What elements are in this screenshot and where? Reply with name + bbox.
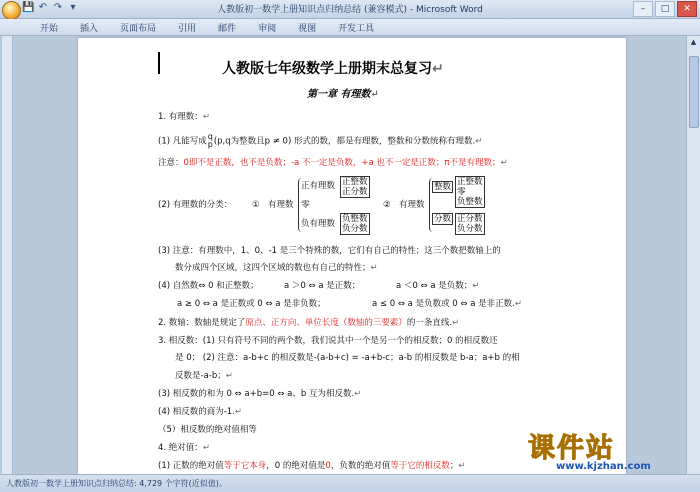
- ribbon: [0, 19, 700, 36]
- title-bar: [0, 0, 700, 19]
- non-negative-rule: a ≥ 0 ⇔ a 是正数或 0 ⇔ a 是非负数；: [177, 299, 326, 309]
- window-title: 人教版初一数学上册知识点归纳总结 (兼容模式) - Microsoft Word: [217, 5, 483, 15]
- ribbon-tabs: [40, 21, 374, 34]
- natural-number-line: (4) 自然数⇔ 0 和正整数；: [158, 281, 259, 291]
- note-line: 注意：0即不是正数，也不是负数；-a 不一定是负数，+a 也不一定是正数；π不是有理数；↵: [158, 158, 508, 168]
- tab-home[interactable]: 开始: [40, 24, 59, 34]
- undo-icon[interactable]: ↶: [38, 2, 48, 13]
- watermark-url: www.kjzhan.com: [556, 461, 651, 472]
- opposite-number-line-3: 反数是-a-b；↵: [175, 371, 233, 381]
- opposite-number-line-2: 是 0； (2) 注意：a-b+c 的相反数是-(a-b+c) = -a+b-c；a-b 的相反数是 b-a；a+b 的相: [175, 353, 520, 363]
- tab-view[interactable]: 视图: [298, 24, 317, 34]
- circle-two: ②: [383, 200, 391, 210]
- fraction-q-over-p: q p: [207, 132, 213, 149]
- tree1-root: 有理数: [268, 200, 294, 210]
- tree2-root: 有理数: [399, 200, 425, 210]
- circle-one: ①: [252, 200, 260, 210]
- tree2-integer: 整数: [434, 182, 452, 192]
- tab-mailings[interactable]: 邮件: [218, 24, 237, 34]
- classification-label: (2) 有理数的分类：: [158, 200, 233, 210]
- number-line-definition: 2. 数轴：数轴是规定了原点、正方向、单位长度（数轴的三要素）的一条直线.↵: [158, 318, 460, 328]
- opposite-quotient-rule: (4) 相反数的商为-1.↵: [158, 407, 243, 417]
- negative-rule: a ＜0 ⇔ a 是负数；↵: [396, 281, 480, 291]
- note-special-numbers-cont: 数分成四个区域，这四个区域的数也有自己的特性；↵: [175, 263, 378, 273]
- non-positive-rule: a ≤ 0 ⇔ a 是负数或 0 ⇔ a 是非正数.↵: [372, 299, 522, 309]
- status-word-count[interactable]: 人教版初一数学上册知识点归纳总结: 4,729 个字符(近似值)。: [6, 479, 227, 488]
- note-special-numbers: (3) 注意：有理数中，1、0、-1 是三个特殊的数，它们有自己的特性；这三个数把数轴上的: [158, 246, 501, 256]
- tab-developer[interactable]: 开发工具: [338, 24, 375, 34]
- section-4-heading: 4. 绝对值：↵: [158, 443, 210, 453]
- window-controls: [633, 1, 697, 17]
- vertical-ruler: [2, 36, 13, 474]
- tree1-box-positive: 正整数 正分数: [342, 177, 368, 197]
- watermark-logo-text: 课件站: [528, 433, 615, 464]
- status-bar: [0, 474, 700, 492]
- tree2-box-integer: 正整数 零 负整数: [457, 177, 483, 207]
- tree1-negative: 负有理数: [301, 219, 336, 229]
- positive-rule: a ＞0 ⇔ a 是正数；: [284, 281, 361, 291]
- scroll-thumb[interactable]: [689, 56, 699, 128]
- close-button[interactable]: ✕: [677, 1, 697, 17]
- document-title: 人教版七年级数学上册期末总复习↵: [222, 61, 444, 77]
- section-1-heading: 1. 有理数：↵: [158, 112, 210, 122]
- site-watermark: [528, 426, 651, 472]
- tree1-zero: 零: [301, 200, 310, 210]
- opposite-sum-rule: (3) 相反数的和为 0 ⇔ a+b=0 ⇔ a、b 互为相反数.↵: [158, 389, 362, 399]
- chapter-heading: 第一章 有理数↵: [307, 89, 379, 100]
- opposite-abs-rule: （5）相反数的绝对值相等: [158, 425, 257, 435]
- tree1-positive: 正有理数: [301, 181, 336, 191]
- customize-icon[interactable]: ▾: [70, 2, 76, 13]
- tab-insert[interactable]: 插入: [80, 24, 99, 34]
- absolute-value-rule: (1) 正数的绝对值等于它本身，0 的绝对值是0，负数的绝对值等于它的相反数；↵: [158, 461, 466, 471]
- definition-line: (1) 凡能写成 q p (p,q为整数且p ≠ 0) 形式的数，都是有理数，整数和分数统称有理数.↵: [158, 132, 483, 149]
- scroll-up-icon[interactable]: ▲: [690, 38, 697, 46]
- tab-references[interactable]: 引用: [178, 24, 197, 34]
- minimize-button[interactable]: –: [633, 1, 653, 17]
- tab-page-layout[interactable]: 页面布局: [120, 24, 157, 34]
- maximize-button[interactable]: □: [655, 1, 675, 17]
- tree2-box-fraction: 正分数 负分数: [457, 214, 483, 234]
- redo-icon[interactable]: ↷: [53, 2, 63, 13]
- text-cursor: [158, 52, 160, 74]
- vertical-scrollbar[interactable]: [686, 36, 700, 474]
- opposite-number-line-1: 3. 相反数：(1) 只有符号不同的两个数，我们说其中一个是另一个的相反数；0 的相反数还: [158, 336, 498, 346]
- save-icon[interactable]: 💾: [22, 2, 35, 13]
- tree2-fraction: 分数: [434, 214, 452, 224]
- tab-review[interactable]: 审阅: [258, 24, 277, 34]
- tree1-box-negative: 负整数 负分数: [342, 214, 368, 234]
